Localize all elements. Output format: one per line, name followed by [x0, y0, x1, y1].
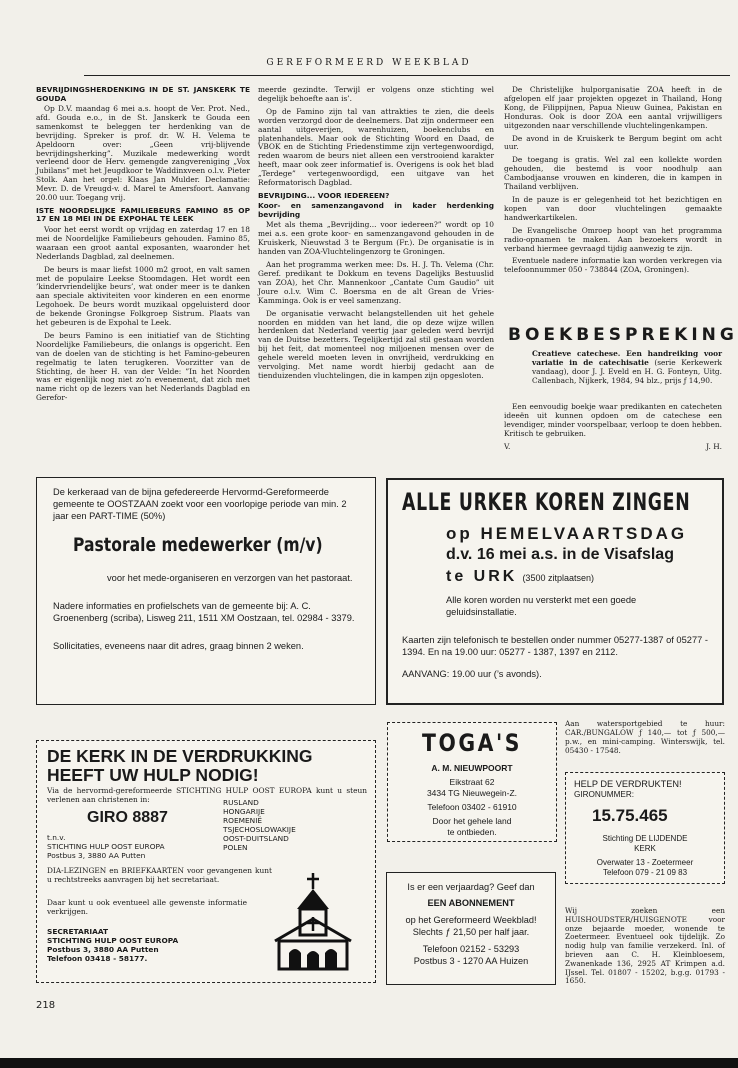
ad-line1: op HEMELVAARTSDAG [446, 524, 688, 543]
signature-left: V. [504, 441, 511, 451]
ad-start: AANVANG: 19.00 uur (’s avonds). [402, 669, 542, 679]
ad-huishoudster: Wij zoeken een HUISHOUDSTER/HUISGENOTE voor onze bejaarde moeder, wonende te Zoetermeer. Eventueel ook tijdelijk. Zo nodig hulp van familie verzekerd. Inl. of brieven aan C. H. Kleinbloesem, Zwanenkade 136, 2925 AT Krimpen a.d. IJssel. Tel. 01807 - 15202, b.g.g. 01793 - 1650. [565, 906, 725, 986]
column-2 [258, 86, 494, 385]
sec-line: Postbus 3, 3880 AA Putten [47, 945, 159, 954]
ad-title: ALLE URKER KOREN ZINGEN [402, 488, 691, 516]
article-body: Aan het programma werken mee: Ds. H. J. Th. Velema (Chr. Geref. predikant te Dokkum en tevens Dagelijks Bestuuslid van ZOA), het Chr. Mannenkoor „Cantate Cum Gaudio” uit Joure o.l.v. Wim C. Boersma en de alt Grean de Vries-Kamminga. Ook is er veel samenzang. [258, 260, 494, 305]
ad-info: Nadere informaties en profielschets van de gemeente bij: A. C. Groenenberg (scriba), Lisweg 211, 1511 XM Oostzaan, tel. 02984 - 3379. [53, 601, 355, 623]
ad-togas [387, 722, 557, 842]
country: POLEN [223, 843, 248, 852]
ad-info: Daar kunt u ook eventueel alle gewenste informatie verkrijgen. [47, 898, 247, 916]
article-subtitle: Koor- en samenzangavond in kader herdenking bevrijding [258, 201, 494, 219]
ad-title-line2: HEEFT UW HULP NODIG! [47, 765, 259, 785]
ad-title-line1: DE KERK IN DE VERDRUKKING [47, 746, 313, 766]
ad-dia: DIA-LEZINGEN en BRIEFKAARTEN voor gevangenen kunt u rechtstreeks aanvragen bij het secretariaat. [47, 866, 272, 884]
giro-holder [47, 833, 165, 860]
giro-number: 15.75.465 [592, 806, 668, 825]
ad-kerk-verdrukking [36, 740, 376, 983]
ad-price: Slechts ƒ 21,50 per half jaar. [412, 927, 530, 937]
country: RUSLAND [223, 798, 259, 807]
ad-street: Eikstraat 62 [449, 777, 495, 787]
article-title: ISTE NOORDELIJKE FAMILIEBEURS FAMINO 85 OP 17 EN 18 MEI IN DE EXPOHAL TE LEEK [36, 205, 250, 224]
article-body: De avond in de Kruiskerk te Bergum begint om acht uur. [504, 133, 722, 152]
article-title: BEVRIJDINGSHERDENKING IN DE ST. JANSKERK TE GOUDA [36, 85, 250, 103]
ad-phone: Telefoon 02152 - 53293 [422, 944, 520, 954]
scan-edge [0, 1058, 738, 1068]
ad-abo: EEN ABONNEMENT [427, 898, 515, 908]
ad-giro-label: GIRONUMMER: [574, 790, 635, 799]
tnv: t.n.v. [47, 833, 66, 842]
sec-line: STICHTING HULP OOST EUROPA [47, 936, 179, 945]
ad-apply: Sollicitaties, eveneens naar dit adres, graag binnen 2 weken. [53, 641, 304, 651]
ad-line3 [446, 566, 708, 586]
ad-note: te ontbieden. [447, 827, 497, 837]
ad-title: TOGA'S [421, 729, 523, 757]
article-body: meerde gezindte. Terwijl er volgens onze stichting wel degelijk behoefte aan is’. [258, 85, 494, 103]
ad-note: Door het gehele land [432, 816, 512, 826]
church-icon [267, 869, 359, 975]
signature-right: J. H. [706, 441, 722, 451]
ad-place: te URK [446, 568, 518, 585]
ad-urker-koren [386, 478, 724, 705]
ad-postbus: Postbus 3 - 1270 AA Huizen [413, 956, 529, 966]
ad-title: HELP DE VERDRUKTEN! [574, 779, 682, 789]
column-3 [504, 86, 722, 279]
page-number: 218 [36, 1000, 56, 1011]
ad-question: Is er een verjaardag? Geef dan [407, 882, 535, 892]
signature-line [504, 443, 722, 452]
article-body: De toegang is gratis. Wel zal een kollekte worden gehouden, die bestemd is voor noodhulp aan Cambodjaanse vrouwen en kinderen, die in kampen in Thailand verblijven. [504, 155, 722, 192]
article-body: Op D.V. maandag 6 mei a.s. hoopt de Ver. Prot. Ned., afd. Gouda e.o., in de St. Janskerk te Gouda een samenkomst te beleggen ter herdenking van de bevrijding. Spreker is prof. dr. W. H. Velema te Apeldoorn over: „Geen vrij-blijvende bevrijdingsherking”. Muzikale medewerking wordt verleend door de Herv. gemengde zangvereniging „Vox Jubilans” met het Jeugdkoor te Waddinxveen o.l.v. Pieter Stolk. Aan het orgel: Klaas Jan Mulder. Declamatie: Mevr. D. de Vreugd-v. d. Marel te Amersfoort. Aanvang 20.00 uur. Toegang vrij. [36, 104, 250, 203]
book-title: Creatieve catechese. Een handreiking voor variatie in de catechisatie [532, 349, 722, 367]
article-body: De beurs Famino is een initiatief van de Stichting Noordelijke Familiebeurs, die onlangs is opgericht. Een van de doelen van de stichting is het Famino-gebeuren regelmatig te laten terugkeren. Voorzitter van de Stichting, de heer H. van der Velde: ”In het Noorden was er eigenlijk nog niet zo’n evenement, dat zich met name richt op de lezers van het Nederlands Dagblad en Gerefor- [36, 330, 250, 403]
article-body: De Evangelische Omroep hoopt van het programma radio-opnamen te maken. Aan bezoekers wordt in verband hiermee gevraagd tijdig aanwezig te zijn. [504, 225, 722, 253]
book-review-text: Een eenvoudig boekje waar predikanten en catecheten ideeën uit kunnen opdoen om de catechese een levendiger, minder voorspelbaar, verloop te doen hebben. Kritisch te gebruiken. [504, 402, 722, 438]
country: ROEMENIË [223, 816, 263, 825]
ad-bungalow: Aan watersportgebied te huur: CAR./BUNGALOW ƒ 140,— tot ƒ 500,— p.w., en mini-camping. Winterswijk, tel. 05430 - 17548. [565, 719, 725, 755]
ad-pastoraal [36, 477, 376, 705]
country-list [223, 798, 296, 852]
ad-seats: (3500 zitplaatsen) [522, 573, 594, 583]
ad-line2: d.v. 16 mei a.s. in de Visafslag [446, 546, 674, 563]
sec-line: Telefoon 03418 - 58177. [47, 954, 148, 963]
ad-line: op het Gereformeerd Weekblad! [405, 915, 537, 925]
ad-verjaardag [386, 872, 556, 985]
article-body: De organisatie verwacht belangstellenden uit het gehele noorden en midden van het land, die op deze wijze willen herdenken dat Nederland veertig jaar geleden werd bevrijd van de Duitse bezetters. Tegelijkertijd zal stil gestaan worden bij het feit, dat momenteel nog miljoenen mensen over de gehele wereld moeten leven in onvrijheid, verdrukking en vervolging. Met name wordt hierbij gedacht aan de tienduizenden vluchtelingen, die in kampen zijn opgesloten. [258, 308, 494, 380]
ad-description: voor het mede-organiseren en verzorgen van het pastoraat. [107, 573, 353, 583]
ad-title: Pastorale medewerker (m/v) [73, 534, 323, 556]
article-body: Met als thema „Bevrijding... voor iedereen?” wordt op 10 mei a.s. een grote koor- en samenzangavond gehouden in de Kruiskerk, Nieuwstad 3 te Bergum (Fr.). De organisatie is in handen van ZOA-Vluchtelingenzorg te Groningen. [258, 220, 494, 257]
book-review [532, 350, 722, 386]
ad-help-verdrukten [565, 772, 725, 884]
ad-org: KERK [634, 844, 656, 853]
ad-intro: De kerkeraad van de bijna gefedereerde Hervormd-Gereformeerde gemeente te OOSTZAAN zoekt voor een voorlopige periode van min. 2 jaar een PART-TIME (50%) [53, 487, 347, 521]
article-body: Eventuele nadere informatie kan worden verkregen via telefoonnummer 050 - 738844 (ZOA, Groningen). [504, 256, 722, 275]
ad-phone: Telefoon 079 - 21 09 83 [602, 868, 688, 877]
sec-line: SECRETARIAAT [47, 927, 109, 936]
ad-tickets: Kaarten zijn telefonisch te bestellen onder nummer 05277-1387 of 05277 - 1394. En na 19.00 uur: 05277 - 1387, 1397 en 2112. [402, 635, 708, 657]
giro-number: GIRO 8887 [87, 809, 168, 826]
book-info: (serie Kerkewerk vandaag), door J. J. Eveld en H. G. Fonteyn, Uitg. Callenbach, Nijkerk, 1984, 94 blz., prijs ƒ 14,90. [532, 357, 722, 385]
ad-phone: Telefoon 03402 - 61910 [427, 802, 517, 812]
ad-desc: Alle koren worden nu versterkt met een goede geluidsinstallatie. [446, 595, 637, 617]
ad-city: 3434 TG Nieuwegein-Z. [426, 788, 518, 798]
header-rule [84, 75, 730, 76]
book-review-body [504, 403, 722, 452]
article-body: De Christelijke hulporganisatie ZOA heeft in de afgelopen elf jaar projekten opgezet in Thailand, Hong Kong, de Filippijnen, Papua Nieuw Guinea, Pakistan en Honduras. Ook is door ZOA een aantal vrijwilligers uitgezonden naar verschillende vluchtelingenkampen. [504, 85, 722, 130]
article-body: In de pauze is er gelegenheid tot het bezichtigen en kopen van door vluchtelingen gemaakte handwerkartikelen. [504, 194, 722, 222]
masthead: GEREFORMEERD WEEKBLAD [266, 58, 472, 68]
article-body: Voor het eerst wordt op vrijdag en zaterdag 17 en 18 mei de Noordelijke Familiebeurs gehouden. Famino 85, waaraan een groot aantal exposanten, waaronder het Nederlands Dagblad, zal deelnemen. [36, 224, 250, 261]
postbus: Postbus 3, 3880 AA Putten [47, 851, 146, 860]
ad-name: A. M. NIEUWPOORT [431, 763, 513, 773]
article-title: BEVRIJDING... VOOR IEDEREEN? [258, 190, 390, 200]
country: HONGARIJE [223, 807, 265, 816]
country: OOST-DUITSLAND [223, 834, 289, 843]
column-1 [36, 86, 250, 407]
article-body: Op de Famino zijn tal van attrakties te zien, die deels worden verzorgd door de deelnemers. Dat zijn ondermeer een aantal uitgeverijen, warenhuizen, boekenclubs en platenhandels. Maar ook de Stichting Woord en Daad, de VBOK en de Stichting Friedenstimme zijn vertegenwoordigd, reden waarom de beurs niet alleen een verstrooiend karakter heeft, maar ook zeer informatief is. Overigens is ook het blad „Terdege” vertegenwoordigd, een uitgave van het Reformatorisch Dagblad. [258, 106, 494, 188]
secretariat [47, 927, 178, 963]
org: STICHTING HULP OOST EUROPA [47, 842, 165, 851]
ad-street: Overwater 13 - Zoetermeer [596, 858, 694, 867]
ad-intro: Via de hervormd-gereformeerde STICHTING HULP OOST EUROPA kunt u steun verlenen aan christenen in: [47, 786, 367, 804]
book-review-heading: BOEKBESPREKING [508, 325, 738, 345]
ad-org: Stichting DE LIJDENDE [602, 834, 688, 843]
article-body: De beurs is maar liefst 1000 m2 groot, en valt samen met de populaire Leekse Stoomdagen. Het wordt een ’kindervriendelijke beurs’, wat onder meer is te danken aan speciale aktiviteiten voor kinderen en een enorme Legohoek. De beurs wordt muzikaal opgeluisterd door de bekende Groningse Folkgroep Sistrum. Plaats van het gebeuren is de Expohal te Leek. [36, 264, 250, 328]
country: TSJECHOSLOWAKIJE [223, 825, 296, 834]
